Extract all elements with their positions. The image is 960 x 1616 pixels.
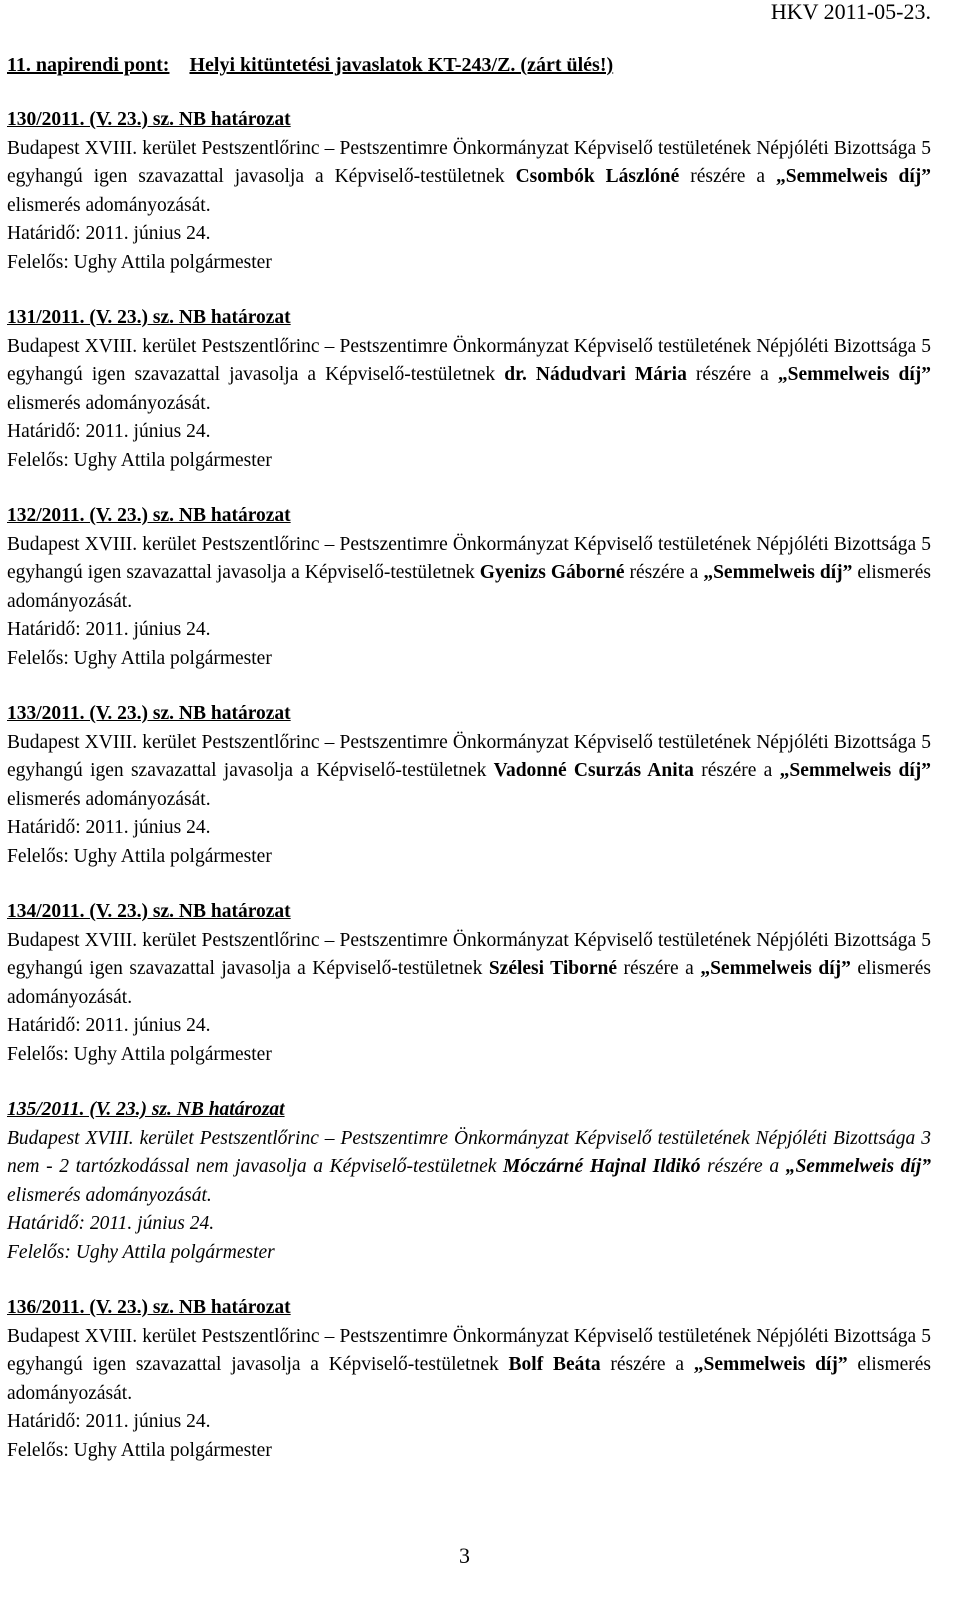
resolution-block bbox=[7, 1096, 931, 1268]
resolution-title: 130/2011. (V. 23.) sz. NB határozat bbox=[7, 109, 291, 130]
recipient-name: Szélesi Tiborné bbox=[488, 958, 618, 980]
resolution-block bbox=[7, 1294, 931, 1466]
responsible-person: Felelős: Ughy Attila polgármester bbox=[7, 1439, 272, 1461]
resolution-text: Budapest XVIII. kerület Pestszentlőrinc – Pestszentimre Önkormányzat Képviselő testületének Népjóléti Bizottsága 5 egyhangú igen szavazattal javasolja a Képviselő-testületnek Szélesi Tiborné részére a „Semmelweis díj” elismerés adományozását. bbox=[7, 929, 931, 1008]
resolution-block bbox=[7, 106, 931, 278]
responsible-person: Felelős: Ughy Attila polgármester bbox=[7, 251, 272, 273]
award-name: „Semmelweis díj” bbox=[700, 958, 851, 980]
resolution-title: 131/2011. (V. 23.) sz. NB határozat bbox=[7, 307, 291, 328]
resolution-text: Budapest XVIII. kerület Pestszentlőrinc – Pestszentimre Önkormányzat Képviselő testületének Népjóléti Bizottsága 5 egyhangú igen szavazattal javasolja a Képviselő-testületnek Vadonné Csurzás Anita részére a „Semmelweis díj” elismerés adományozását. bbox=[7, 731, 931, 810]
deadline: Határidő: 2011. június 24. bbox=[7, 1411, 211, 1433]
award-name: „Semmelweis díj” bbox=[693, 1354, 848, 1376]
award-name: „Semmelweis díj” bbox=[777, 364, 931, 386]
page-number: 3 bbox=[459, 1543, 470, 1568]
responsible-person: Felelős: Ughy Attila polgármester bbox=[7, 449, 272, 471]
agenda-label: 11. napirendi pont: bbox=[7, 54, 170, 76]
document-code: HKV 2011-05-23. bbox=[770, 0, 931, 24]
resolution-title: 134/2011. (V. 23.) sz. NB határozat bbox=[7, 901, 291, 922]
recipient-name: Móczárné Hajnal Ildikó bbox=[503, 1156, 701, 1178]
responsible-person: Felelős: Ughy Attila polgármester bbox=[7, 1043, 272, 1065]
deadline: Határidő: 2011. június 24. bbox=[7, 817, 211, 839]
recipient-name: Vadonné Csurzás Anita bbox=[493, 760, 694, 782]
recipient-name: Bolf Beáta bbox=[508, 1354, 601, 1376]
deadline: Határidő: 2011. június 24. bbox=[7, 1213, 215, 1235]
resolution-text: Budapest XVIII. kerület Pestszentlőrinc – Pestszentimre Önkormányzat Képviselő testületének Népjóléti Bizottsága 5 egyhangú igen szavazattal javasolja a Képviselő-testületnek Gyenizs Gáborné részére a „Semmelweis díj” elismerés adományozását. bbox=[7, 533, 931, 612]
deadline: Határidő: 2011. június 24. bbox=[7, 223, 211, 245]
resolution-block bbox=[7, 502, 931, 674]
agenda-heading bbox=[7, 51, 613, 80]
responsible-person: Felelős: Ughy Attila polgármester bbox=[7, 1241, 275, 1263]
award-name: „Semmelweis díj” bbox=[779, 760, 931, 782]
responsible-person: Felelős: Ughy Attila polgármester bbox=[7, 845, 272, 867]
resolution-title: 136/2011. (V. 23.) sz. NB határozat bbox=[7, 1297, 291, 1318]
agenda-title: Helyi kitüntetési javaslatok KT-243/Z. (zárt ülés!) bbox=[189, 54, 614, 76]
deadline: Határidő: 2011. június 24. bbox=[7, 421, 211, 443]
recipient-name: Csombók Lászlóné bbox=[515, 166, 680, 188]
award-name: „Semmelweis díj” bbox=[785, 1156, 931, 1178]
recipient-name: dr. Nádudvari Mária bbox=[504, 364, 687, 386]
resolution-block bbox=[7, 700, 931, 872]
award-name: „Semmelweis díj” bbox=[703, 562, 853, 584]
deadline: Határidő: 2011. június 24. bbox=[7, 1015, 211, 1037]
recipient-name: Gyenizs Gáborné bbox=[479, 562, 625, 584]
deadline: Határidő: 2011. június 24. bbox=[7, 619, 211, 641]
resolution-title: 133/2011. (V. 23.) sz. NB határozat bbox=[7, 703, 291, 724]
resolution-text: Budapest XVIII. kerület Pestszentlőrinc – Pestszentimre Önkormányzat Képviselő testületének Népjóléti Bizottsága 5 egyhangú igen szavazattal javasolja a Képviselő-testületnek Bolf Beáta részére a „Semmelweis díj” elismerés adományozását. bbox=[7, 1325, 931, 1404]
resolution-text: Budapest XVIII. kerület Pestszentlőrinc – Pestszentimre Önkormányzat Képviselő testületének Népjóléti Bizottsága 3 nem - 2 tartózkodással nem javasolja a Képviselő-testületnek Móczárné Hajnal Ildikó részére a „Semmelweis díj” elismerés adományozását. bbox=[7, 1127, 931, 1206]
resolution-text: Budapest XVIII. kerület Pestszentlőrinc – Pestszentimre Önkormányzat Képviselő testületének Népjóléti Bizottsága 5 egyhangú igen szavazattal javasolja a Képviselő-testületnek dr. Nádudvari Mária részére a „Semmelweis díj” elismerés adományozását. bbox=[7, 335, 931, 414]
award-name: „Semmelweis díj” bbox=[775, 166, 931, 188]
resolution-block bbox=[7, 898, 931, 1070]
document-page bbox=[7, 0, 931, 1616]
responsible-person: Felelős: Ughy Attila polgármester bbox=[7, 647, 272, 669]
resolution-title: 132/2011. (V. 23.) sz. NB határozat bbox=[7, 505, 291, 526]
resolution-block bbox=[7, 304, 931, 476]
resolution-title: 135/2011. (V. 23.) sz. NB határozat bbox=[7, 1099, 285, 1120]
resolution-text: Budapest XVIII. kerület Pestszentlőrinc – Pestszentimre Önkormányzat Képviselő testületének Népjóléti Bizottsága 5 egyhangú igen szavazattal javasolja a Képviselő-testületnek Csombók Lászlóné részére a „Semmelweis díj” elismerés adományozását. bbox=[7, 137, 931, 216]
